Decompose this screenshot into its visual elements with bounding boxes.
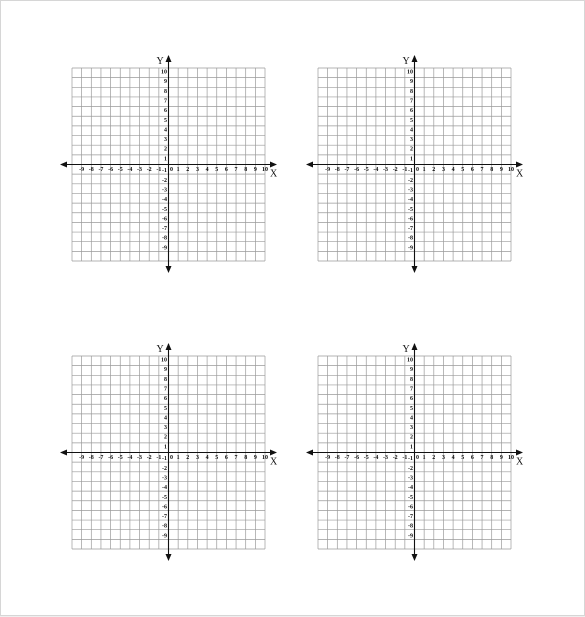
coordinate-grid-2	[306, 55, 524, 273]
y-tick-label: -6	[162, 216, 167, 223]
y-axis-label: Y	[156, 56, 164, 67]
y-tick-label: 8	[164, 88, 167, 95]
y-tick-label: 8	[410, 88, 413, 95]
y-tick-label: 8	[410, 376, 413, 383]
x-tick-label: -7	[98, 455, 104, 461]
y-tick-label: 1	[410, 156, 413, 163]
x-tick-label: 10	[262, 455, 268, 461]
y-tick-label: 5	[164, 405, 167, 412]
y-tick-label: -8	[162, 235, 167, 242]
x-tick-label: 0	[170, 167, 173, 173]
y-tick-label: 9	[410, 79, 413, 86]
x-tick-label: -5	[363, 167, 369, 173]
x-tick-label: -2	[146, 167, 152, 173]
x-axis-left-arrow-icon	[60, 162, 67, 168]
x-tick-label: 4	[205, 455, 209, 461]
x-tick-label: -9	[325, 167, 331, 173]
x-tick-label: -8	[334, 167, 340, 173]
y-tick-label: 9	[164, 79, 167, 86]
y-tick-label: 3	[164, 425, 167, 432]
x-tick-label: 8	[490, 455, 494, 461]
x-tick-label: -7	[344, 455, 350, 461]
y-tick-label: -6	[408, 504, 413, 511]
y-tick-label: 9	[164, 367, 167, 374]
y-tick-label: -2	[162, 177, 167, 184]
x-tick-label: -6	[354, 455, 360, 461]
x-tick-label: 10	[508, 167, 514, 173]
x-tick-label: -1	[402, 167, 408, 173]
x-tick-label: 0	[170, 455, 173, 461]
y-tick-label: -2	[162, 465, 167, 472]
coordinate-grid-1	[60, 55, 278, 273]
y-tick-label: -7	[408, 226, 413, 233]
coordinate-grids	[1, 1, 585, 617]
x-axis-right-arrow-icon	[516, 162, 523, 168]
x-tick-label: 4	[451, 167, 455, 173]
y-tick-label: -3	[408, 187, 413, 194]
x-tick-label: 10	[508, 455, 514, 461]
y-tick-label: 7	[410, 98, 413, 105]
y-tick-label: 2	[410, 434, 413, 441]
y-tick-label: 4	[164, 127, 167, 134]
x-tick-label: -5	[363, 455, 369, 461]
y-tick-label: -9	[408, 533, 413, 540]
y-tick-label: -3	[162, 187, 167, 194]
y-tick-label: -5	[162, 206, 167, 213]
x-axis-right-arrow-icon	[270, 162, 277, 168]
y-tick-label: 5	[164, 117, 167, 124]
x-tick-label: 8	[244, 167, 248, 173]
x-axis-left-arrow-icon	[306, 450, 313, 456]
y-axis-bottom-arrow-icon	[166, 554, 172, 561]
x-axis-label: X	[270, 168, 278, 180]
x-tick-label: -8	[334, 455, 340, 461]
x-tick-label: 0	[416, 167, 419, 173]
y-axis-top-arrow-icon	[412, 55, 418, 62]
y-axis-label: Y	[402, 344, 410, 355]
y-tick-label: 5	[410, 117, 413, 124]
x-tick-label: 7	[234, 167, 238, 173]
y-axis-top-arrow-icon	[412, 343, 418, 350]
x-tick-label: 3	[441, 167, 445, 173]
y-tick-label: 1	[410, 444, 413, 451]
x-tick-label: -8	[88, 455, 94, 461]
x-tick-label: 5	[461, 455, 465, 461]
y-tick-label: 7	[410, 386, 413, 393]
x-axis-label: X	[270, 456, 278, 468]
y-axis-top-arrow-icon	[166, 343, 172, 350]
x-tick-label: 5	[215, 167, 219, 173]
y-tick-label: -9	[408, 245, 413, 252]
x-tick-label: 3	[195, 167, 199, 173]
x-tick-label: 0	[416, 455, 419, 461]
x-axis-right-arrow-icon	[516, 450, 523, 456]
x-tick-label: 2	[432, 167, 436, 173]
x-tick-label: 5	[461, 167, 465, 173]
x-tick-label: -4	[373, 455, 379, 461]
y-tick-label: 7	[164, 386, 167, 393]
y-tick-label: -5	[162, 494, 167, 501]
x-tick-label: -4	[127, 455, 133, 461]
x-tick-label: -9	[325, 455, 331, 461]
x-tick-label: -6	[354, 167, 360, 173]
y-axis-bottom-arrow-icon	[412, 266, 418, 273]
x-tick-label: -5	[117, 455, 123, 461]
y-tick-label: 8	[164, 376, 167, 383]
x-tick-label: 2	[186, 167, 190, 173]
y-tick-label: 3	[410, 425, 413, 432]
x-tick-label: -4	[127, 167, 133, 173]
y-tick-label: -2	[408, 465, 413, 472]
y-tick-label: 6	[164, 396, 167, 403]
y-tick-label: 4	[410, 127, 413, 134]
y-tick-label: 3	[410, 137, 413, 144]
x-tick-label: 3	[441, 455, 445, 461]
x-tick-label: -6	[108, 455, 114, 461]
y-tick-label: 2	[164, 434, 167, 441]
x-tick-label: 6	[470, 455, 474, 461]
x-tick-label: -3	[137, 455, 143, 461]
y-tick-label: -4	[162, 485, 167, 492]
y-tick-label: 4	[410, 415, 413, 422]
coordinate-grid-3	[60, 343, 278, 561]
x-tick-label: 1	[422, 455, 426, 461]
y-tick-label: 9	[410, 367, 413, 374]
y-tick-label: -4	[408, 197, 413, 204]
y-tick-label: 1	[164, 444, 167, 451]
y-tick-label: 1	[164, 156, 167, 163]
x-tick-label: -4	[373, 167, 379, 173]
x-tick-label: 6	[470, 167, 474, 173]
x-tick-label: 8	[244, 455, 248, 461]
y-axis-label: Y	[402, 56, 410, 67]
y-tick-label: -5	[408, 494, 413, 501]
x-tick-label: 8	[490, 167, 494, 173]
y-tick-label: -4	[408, 485, 413, 492]
x-tick-label: 4	[205, 167, 209, 173]
y-tick-label: -1	[162, 456, 167, 463]
x-tick-label: -7	[98, 167, 104, 173]
y-axis-label: Y	[156, 344, 164, 355]
y-tick-label: 10	[161, 69, 167, 76]
y-tick-label: -1	[162, 168, 167, 175]
x-tick-label: -3	[137, 167, 143, 173]
y-tick-label: 10	[161, 357, 167, 364]
x-tick-label: 2	[432, 455, 436, 461]
y-tick-label: 6	[410, 108, 413, 115]
y-tick-label: 3	[164, 137, 167, 144]
y-tick-label: -4	[162, 197, 167, 204]
x-tick-label: 9	[253, 167, 257, 173]
x-tick-label: 10	[262, 167, 268, 173]
x-axis-right-arrow-icon	[270, 450, 277, 456]
x-tick-label: 7	[234, 455, 238, 461]
x-tick-label: -2	[392, 455, 398, 461]
y-axis-top-arrow-icon	[166, 55, 172, 62]
x-tick-label: -1	[402, 455, 408, 461]
x-axis-label: X	[516, 456, 524, 468]
x-axis-label: X	[516, 168, 524, 180]
y-tick-label: 7	[164, 98, 167, 105]
y-tick-label: 10	[407, 357, 413, 364]
x-tick-label: -3	[383, 167, 389, 173]
y-tick-label: 10	[407, 69, 413, 76]
x-tick-label: -3	[383, 455, 389, 461]
x-tick-label: 4	[451, 455, 455, 461]
x-tick-label: -9	[79, 167, 85, 173]
y-tick-label: 2	[410, 146, 413, 153]
x-tick-label: -5	[117, 167, 123, 173]
x-tick-label: 9	[499, 455, 503, 461]
y-tick-label: -9	[162, 533, 167, 540]
y-tick-label: 6	[410, 396, 413, 403]
y-tick-label: 4	[164, 415, 167, 422]
x-tick-label: 1	[422, 167, 426, 173]
y-tick-label: -8	[408, 523, 413, 530]
coordinate-grid-4	[306, 343, 524, 561]
y-tick-label: -1	[408, 168, 413, 175]
y-tick-label: -9	[162, 245, 167, 252]
y-tick-label: -2	[408, 177, 413, 184]
x-tick-label: -1	[156, 167, 162, 173]
x-tick-label: 6	[224, 167, 228, 173]
y-tick-label: 6	[164, 108, 167, 115]
y-tick-label: -5	[408, 206, 413, 213]
y-tick-label: 2	[164, 146, 167, 153]
x-tick-label: -6	[108, 167, 114, 173]
x-tick-label: -7	[344, 167, 350, 173]
x-tick-label: 6	[224, 455, 228, 461]
y-tick-label: -3	[162, 475, 167, 482]
x-tick-label: -2	[146, 455, 152, 461]
x-tick-label: 7	[480, 455, 484, 461]
x-tick-label: -1	[156, 455, 162, 461]
y-tick-label: -6	[408, 216, 413, 223]
x-tick-label: 1	[176, 455, 180, 461]
x-tick-label: 7	[480, 167, 484, 173]
y-tick-label: 5	[410, 405, 413, 412]
x-tick-label: -9	[79, 455, 85, 461]
x-tick-label: 2	[186, 455, 190, 461]
y-tick-label: -7	[408, 514, 413, 521]
y-tick-label: -1	[408, 456, 413, 463]
y-tick-label: -7	[162, 226, 167, 233]
x-tick-label: 9	[253, 455, 257, 461]
y-tick-label: -8	[162, 523, 167, 530]
x-axis-left-arrow-icon	[306, 162, 313, 168]
y-axis-bottom-arrow-icon	[412, 554, 418, 561]
x-axis-left-arrow-icon	[60, 450, 67, 456]
y-tick-label: -8	[408, 235, 413, 242]
y-tick-label: -7	[162, 514, 167, 521]
x-tick-label: -2	[392, 167, 398, 173]
x-tick-label: -8	[88, 167, 94, 173]
y-axis-bottom-arrow-icon	[166, 266, 172, 273]
x-tick-label: 3	[195, 455, 199, 461]
x-tick-label: 9	[499, 167, 503, 173]
y-tick-label: -6	[162, 504, 167, 511]
y-tick-label: -3	[408, 475, 413, 482]
x-tick-label: 1	[176, 167, 180, 173]
x-tick-label: 5	[215, 455, 219, 461]
